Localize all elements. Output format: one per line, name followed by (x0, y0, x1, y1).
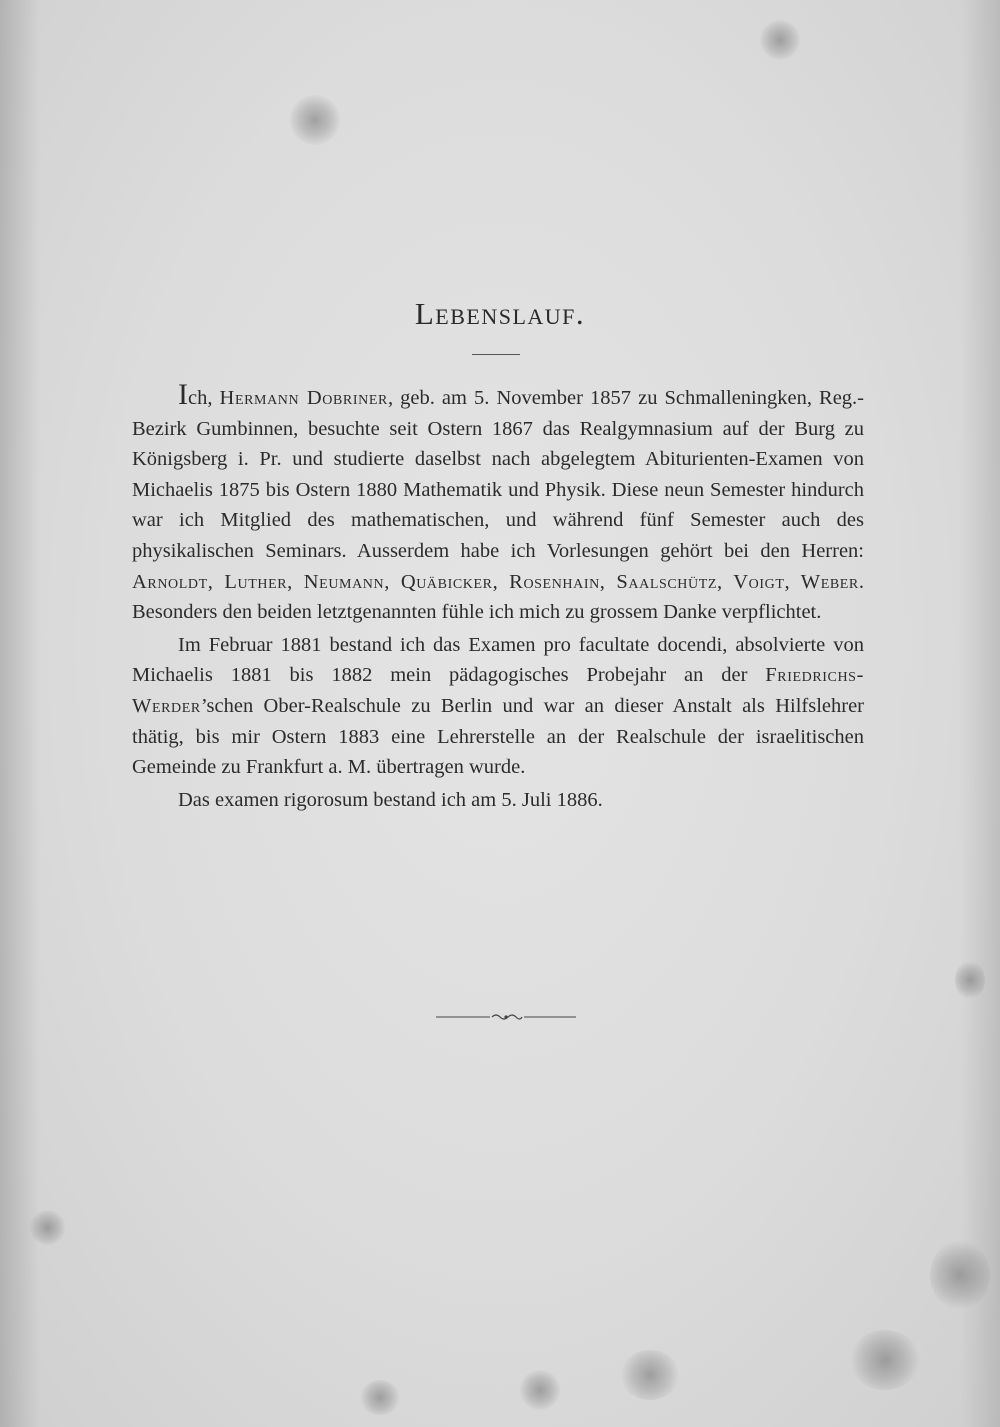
stain-spot (850, 1330, 920, 1390)
paragraph-examination: Das examen rigorosum bestand ich am 5. Juli 1886. (178, 788, 603, 811)
page-edge-shadow-left (0, 0, 40, 1427)
paragraph-biography (132, 378, 864, 628)
school-name: Friedrichs-Werder (132, 664, 864, 717)
author-name: Hermann Dobriner (219, 387, 388, 409)
page-edge-shadow-right (960, 0, 1000, 1427)
paragraph-text: ’schen Ober-Realschule zu Berlin und war an dieser Anstalt als Hilfslehrer thätig, bis mir Ostern 1883 eine Lehrerstelle an der Realschule der israelitischen Gemeinde zu Frankfurt a. M. übertragen wurde. (132, 694, 864, 779)
stain-spot (360, 1380, 400, 1415)
stain-spot (620, 1350, 680, 1400)
paragraph-text: , geb. am 5. November 1857 zu Schmalleningken, Reg.-Bezirk Gumbinnen, besuchte seit Ostern 1867 das Realgymnasium auf der Burg zu Königsberg i. Pr. und studierte daselbst nach abgelegtem Abiturienten-Examen von Michaelis 1875 bis Ostern 1880 Mathematik und Physik. Diese neun Semester hindurch war ich Mitglied des mathematischen, und während fünf Semester auch des physikalischen Seminars. Ausserdem habe ich Vorlesungen gehört bei den Herren: (132, 387, 864, 562)
ornament-rule (436, 1010, 576, 1024)
paragraph-career (132, 630, 864, 783)
paragraph-text: ch, (188, 387, 220, 409)
title-rule (472, 354, 520, 355)
stain-spot (290, 95, 340, 145)
body-text (132, 378, 864, 815)
initial-letter: I (178, 378, 188, 411)
paragraph-text: . Besonders den beiden letztgenannten fühle ich mich zu grossem Danke verpflichtet. (132, 570, 864, 624)
stain-spot (30, 1210, 65, 1245)
page-title: Lebenslauf. (414, 296, 586, 331)
stain-spot (520, 1370, 560, 1410)
professor-names: Arnoldt, Luther, Neumann, Quäbicker, Rosenhain, Saalschütz, Voigt, Weber (132, 570, 859, 593)
stain-spot (930, 1240, 990, 1310)
stain-spot (955, 960, 985, 1000)
stain-spot (760, 20, 800, 60)
paragraph-text: Im Februar 1881 bestand ich das Examen pro facultate docendi, absolvierte von Michaelis 1881 bis 1882 mein pädagogisches Probejahr an der (132, 633, 864, 687)
